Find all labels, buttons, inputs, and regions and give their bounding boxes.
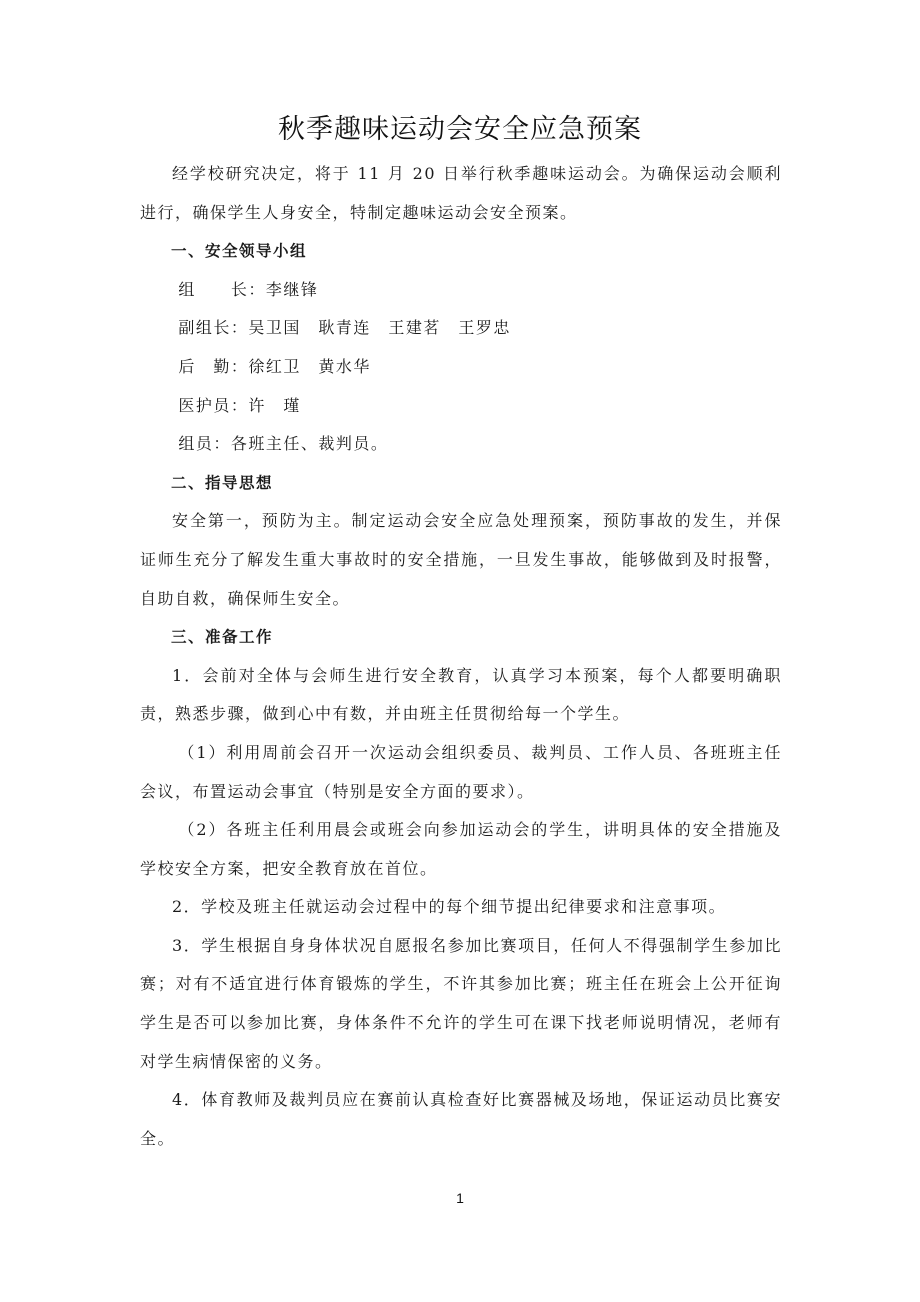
- page-number: 1: [456, 1190, 464, 1206]
- preparation-subitem: （1）利用周前会召开一次运动会组织委员、裁判员、工作人员、各班班主任会议，布置运动会事宜（特别是安全方面的要求）。: [140, 742, 782, 801]
- roster-line-medic: 医护员：许 瑾: [178, 395, 301, 415]
- preparation-item: 2．学校及班主任就运动会过程中的每个细节提出纪律要求和注意事项。: [172, 897, 727, 917]
- roster-line-deputy: 副组长：吴卫国 耿青连 王建茗 王罗忠: [178, 318, 511, 338]
- section-heading-preparation: 三、准备工作: [171, 628, 274, 647]
- preparation-item: 3．学生根据自身身体状况自愿报名参加比赛项目，任何人不得强制学生参加比赛；对有不适宜进行体育锻炼的学生，不许其参加比赛；班主任在班会上公开征询学生是否可以参加比赛，身体条件不允许的学生可在课下找老师说明情况，老师有对学生病情保密的义务。: [140, 935, 782, 1071]
- roster-line-logistics: 后 勤：徐红卫 黄水华: [178, 356, 371, 376]
- section-heading-leadership: 一、安全领导小组: [171, 242, 308, 261]
- intro-paragraph: 经学校研究决定，将于 11 月 20 日举行秋季趣味运动会。为确保运动会顺利进行，确保学生人身安全，特制定趣味运动会安全预案。: [140, 164, 782, 222]
- document-body: [140, 155, 782, 1158]
- section-heading-guiding-idea: 二、指导思想: [171, 473, 274, 492]
- roster-line-leader: 组 长：李继锋: [178, 279, 319, 299]
- preparation-item: 4．体育教师及裁判员应在赛前认真检查好比赛器械及场地，保证运动员比赛安全。: [140, 1090, 782, 1148]
- preparation-subitem: （2）各班主任利用晨会或班会向参加运动会的学生，讲明具体的安全措施及学校安全方案，把安全教育放在首位。: [140, 820, 782, 878]
- preparation-item: 1．会前对全体与会师生进行安全教育，认真学习本预案，每个人都要明确职责，熟悉步骤，做到心中有数，并由班主任贯彻给每一个学生。: [140, 665, 782, 724]
- document-title: 秋季趣味运动会安全应急预案: [278, 114, 642, 145]
- guiding-idea-paragraph: 安全第一，预防为主。制定运动会安全应急处理预案，预防事故的发生，并保证师生充分了解发生重大事故时的安全措施，一旦发生事故，能够做到及时报警，自助自救，确保师生安全。: [140, 511, 782, 608]
- roster-line-members: 组员：各班主任、裁判员。: [178, 434, 389, 454]
